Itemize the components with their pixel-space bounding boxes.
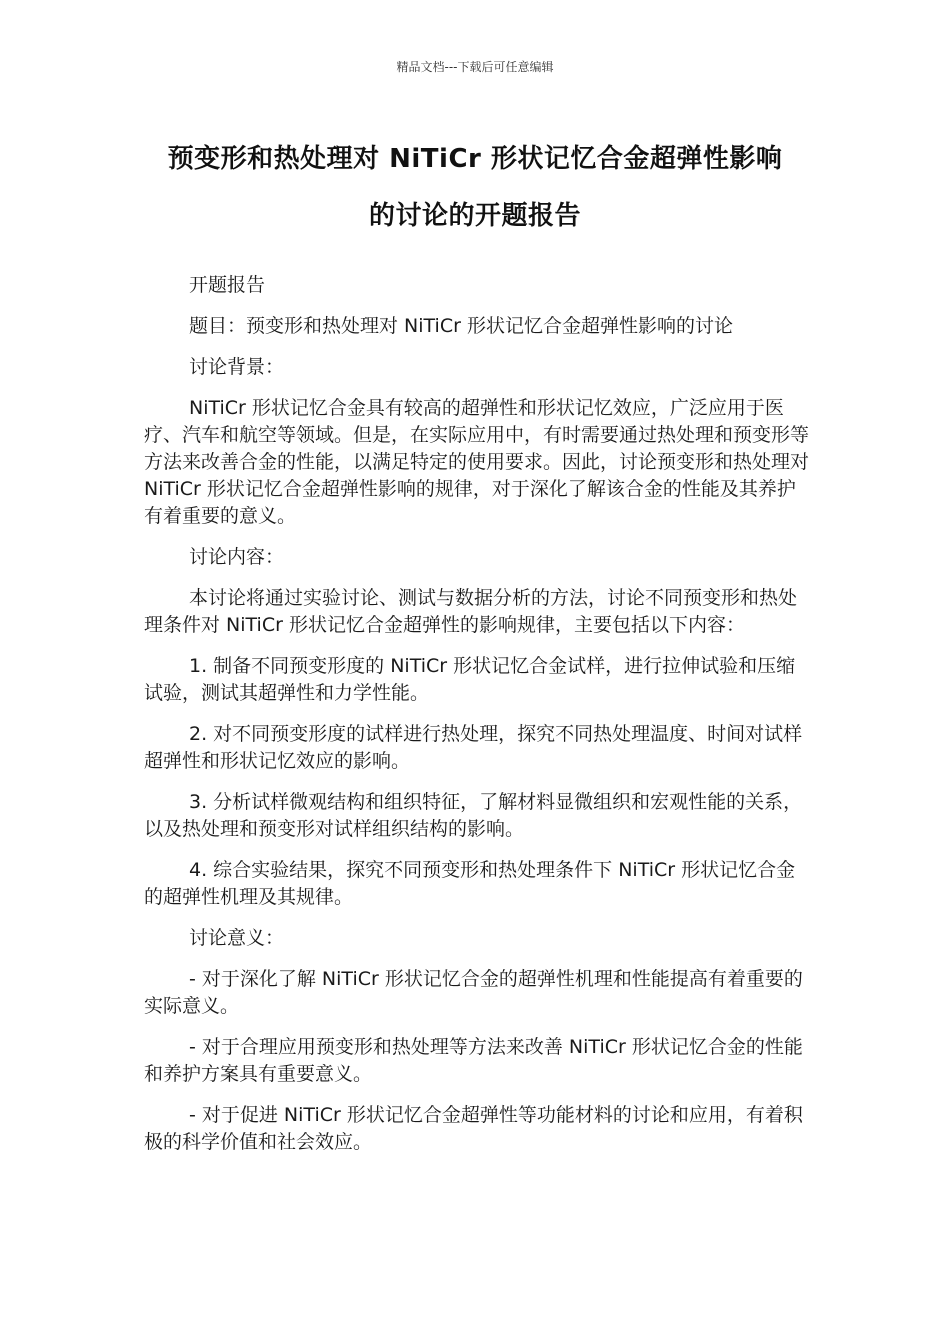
- content-item-1: 1. 制备不同预变形度的 NiTiCr 形状记忆合金试样，进行拉伸试验和压缩试验，测试其超弹性和力学性能。: [144, 655, 796, 704]
- background-paragraph: NiTiCr 形状记忆合金具有较高的超弹性和形状记忆效应，广泛应用于医疗、汽车和航空等领域。但是，在实际应用中，有时需要通过热处理和预变形等方法来改善合金的性能，以满足特定的使用要求。因此，讨论预变形和热处理对 NiTiCr 形状记忆合金超弹性影响的规律，对于深化了解该合金的性能及其养护有着重要的意义。: [144, 397, 810, 527]
- document-title-line-2: 的讨论的开题报告: [368, 201, 581, 231]
- document-body: [144, 272, 812, 1170]
- content-item-4: 4. 综合实验结果，探究不同预变形和热处理条件下 NiTiCr 形状记忆合金的超弹性机理及其规律。: [144, 859, 796, 908]
- significance-item-1: - 对于深化了解 NiTiCr 形状记忆合金的超弹性机理和性能提高有着重要的实际意义。: [144, 968, 803, 1017]
- significance-item-3: - 对于促进 NiTiCr 形状记忆合金超弹性等功能材料的讨论和应用，有着积极的科学价值和社会效应。: [144, 1104, 803, 1153]
- content-item-2: 2. 对不同预变形度的试样进行热处理，探究不同热处理温度、时间对试样超弹性和形状记忆效应的影响。: [144, 723, 803, 772]
- section-heading-content: 讨论内容：: [189, 546, 285, 568]
- topic-line: 题目：预变形和热处理对 NiTiCr 形状记忆合金超弹性影响的讨论: [189, 315, 733, 337]
- page-header-note: 精品文档---下载后可任意编辑: [396, 60, 554, 74]
- section-heading-significance: 讨论意义：: [189, 927, 285, 949]
- content-item-3: 3. 分析试样微观结构和组织特征，了解材料显微组织和宏观性能的关系，以及热处理和预变形对试样组织结构的影响。: [144, 791, 803, 840]
- significance-item-2: - 对于合理应用预变形和热处理等方法来改善 NiTiCr 形状记忆合金的性能和养护方案具有重要意义。: [144, 1036, 803, 1085]
- section-label-report: 开题报告: [189, 274, 266, 296]
- section-heading-background: 讨论背景：: [189, 356, 285, 378]
- document-title-line-1: 预变形和热处理对 NiTiCr 形状记忆合金超弹性影响: [167, 144, 783, 174]
- content-intro-paragraph: 本讨论将通过实验讨论、测试与数据分析的方法，讨论不同预变形和热处理条件对 NiTiCr 形状记忆合金超弹性的影响规律，主要包括以下内容：: [144, 587, 798, 636]
